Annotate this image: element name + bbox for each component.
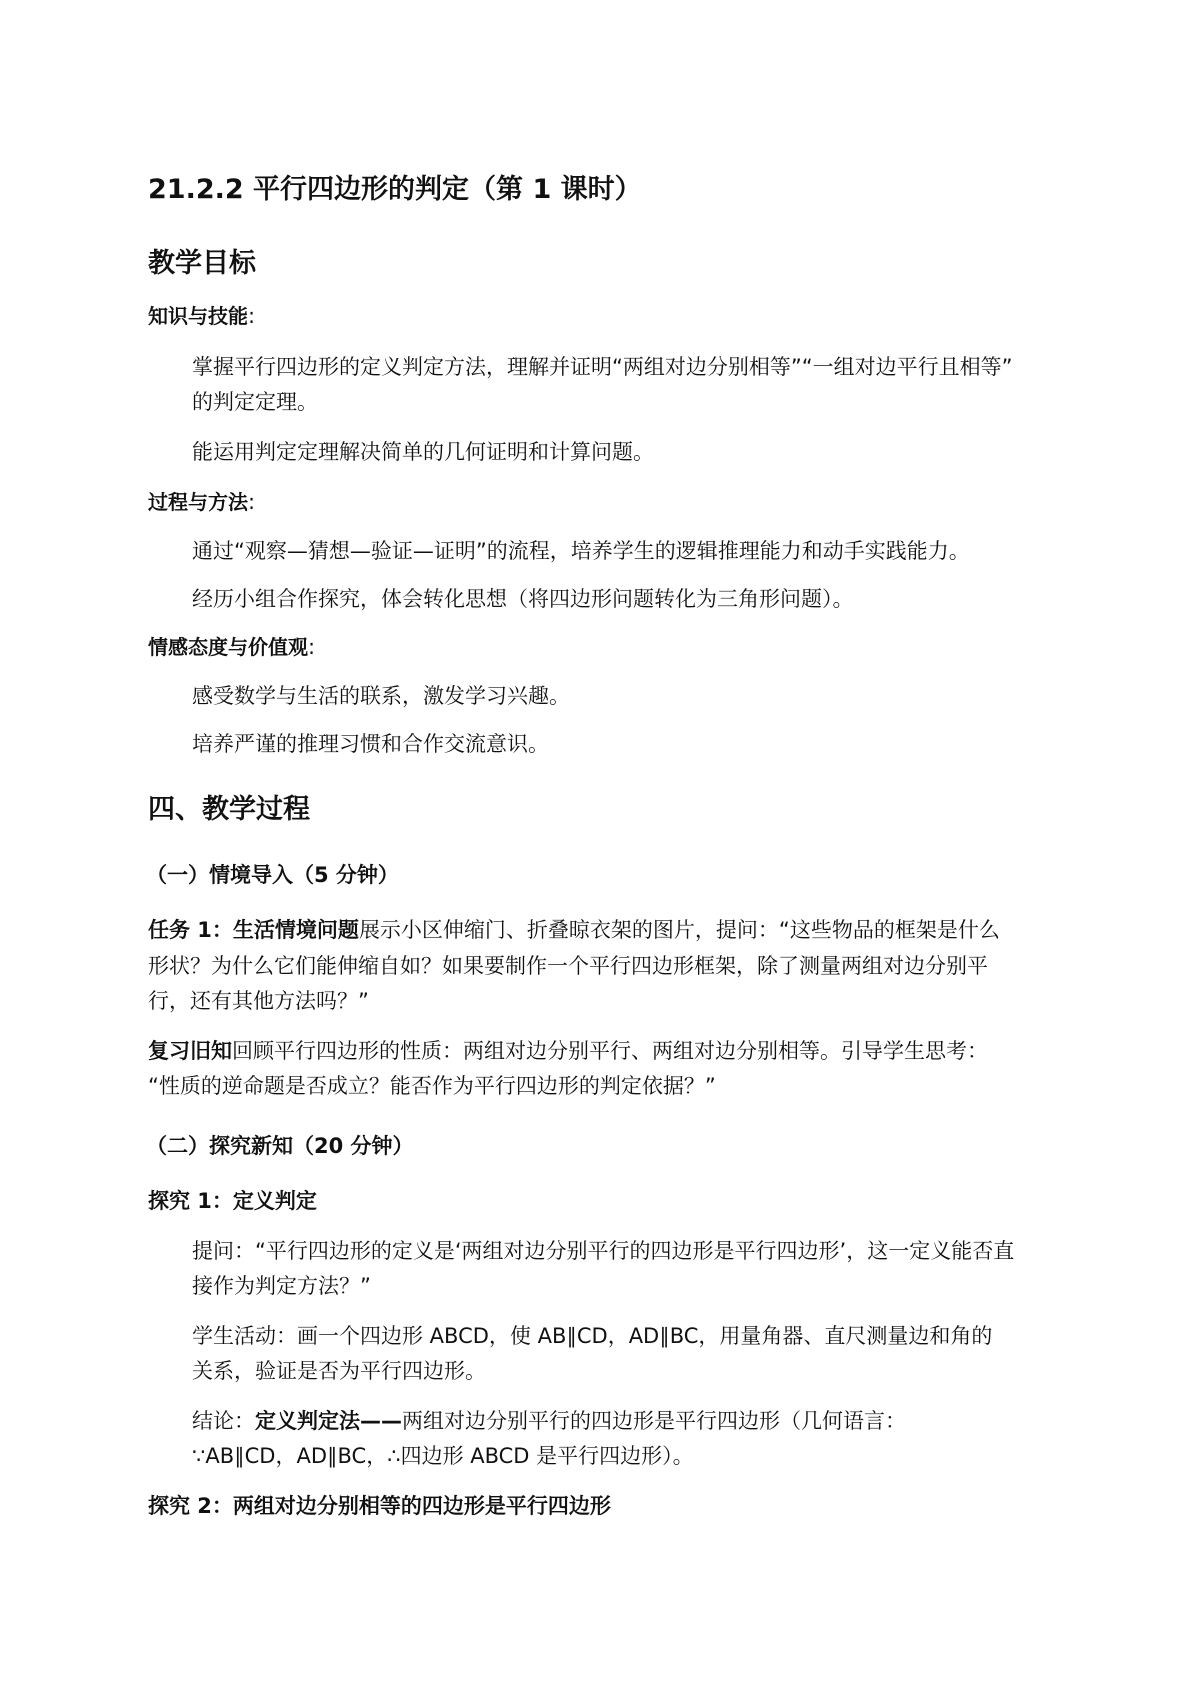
process-item-2: 经历小组合作探究，体会转化思想（将四边形问题转化为三角形问题）。 bbox=[192, 587, 854, 611]
process-item-1: 通过“观察—猜想—验证—证明”的流程，培养学生的逻辑推理能力和动手实践能力。 bbox=[192, 539, 970, 563]
knowledge-item-1-line-2: 的判定定理。 bbox=[192, 390, 318, 414]
review-line-1: 复习旧知回顾平行四边形的性质：两组对边分别平行、两组对边分别相等。引导学生思考： bbox=[148, 1039, 988, 1063]
document-title: 21.2.2 平行四边形的判定（第 1 课时） bbox=[148, 174, 642, 205]
emotion-values-label: 情感态度与价值观: bbox=[148, 635, 316, 659]
task-1-line-2: 形状？为什么它们能伸缩自如？如果要制作一个平行四边形框架，除了测量两组对边分别平 bbox=[148, 954, 988, 978]
section-heading-procedure: 四、教学过程 bbox=[148, 794, 310, 825]
section-heading-objectives: 教学目标 bbox=[148, 248, 256, 279]
knowledge-item-2: 能运用判定定理解决简单的几何证明和计算问题。 bbox=[192, 440, 654, 464]
conclusion-line-1: 结论：定义判定法——两组对边分别平行的四边形是平行四边形（几何语言： bbox=[192, 1409, 906, 1433]
explore-1-label: 探究 1：定义判定 bbox=[148, 1189, 317, 1213]
question-line-2: 接作为判定方法？” bbox=[192, 1274, 371, 1298]
part-1-heading: （一）情境导入（5 分钟） bbox=[146, 863, 399, 887]
process-methods-label: 过程与方法: bbox=[148, 490, 256, 514]
conclusion-line-2: ∵AB∥CD，AD∥BC，∴四边形 ABCD 是平行四边形）。 bbox=[192, 1444, 694, 1468]
knowledge-item-1-line-1: 掌握平行四边形的定义判定方法，理解并证明“两组对边分别相等”“一组对边平行且相等” bbox=[192, 355, 1013, 379]
knowledge-skills-label: 知识与技能: bbox=[148, 304, 256, 328]
activity-line-1: 学生活动：画一个四边形 ABCD，使 AB∥CD，AD∥BC，用量角器、直尺测量边和角的 bbox=[192, 1324, 993, 1348]
question-line-1: 提问：“平行四边形的定义是‘两组对边分别平行的四边形是平行四边形’，这一定义能否直 bbox=[192, 1239, 1015, 1263]
emotion-item-1: 感受数学与生活的联系，激发学习兴趣。 bbox=[192, 684, 570, 708]
emotion-item-2: 培养严谨的推理习惯和合作交流意识。 bbox=[192, 732, 549, 756]
part-2-heading: （二）探究新知（20 分钟） bbox=[146, 1134, 414, 1158]
review-line-2: “性质的逆命题是否成立？能否作为平行四边形的判定依据？” bbox=[148, 1074, 716, 1098]
task-1-line-3: 行，还有其他方法吗？” bbox=[148, 989, 369, 1013]
activity-line-2: 关系，验证是否为平行四边形。 bbox=[192, 1359, 486, 1383]
task-1-line-1: 任务 1：生活情境问题展示小区伸缩门、折叠晾衣架的图片，提问：“这些物品的框架是什么 bbox=[148, 918, 1000, 942]
explore-2-label: 探究 2：两组对边分别相等的四边形是平行四边形 bbox=[148, 1494, 611, 1518]
